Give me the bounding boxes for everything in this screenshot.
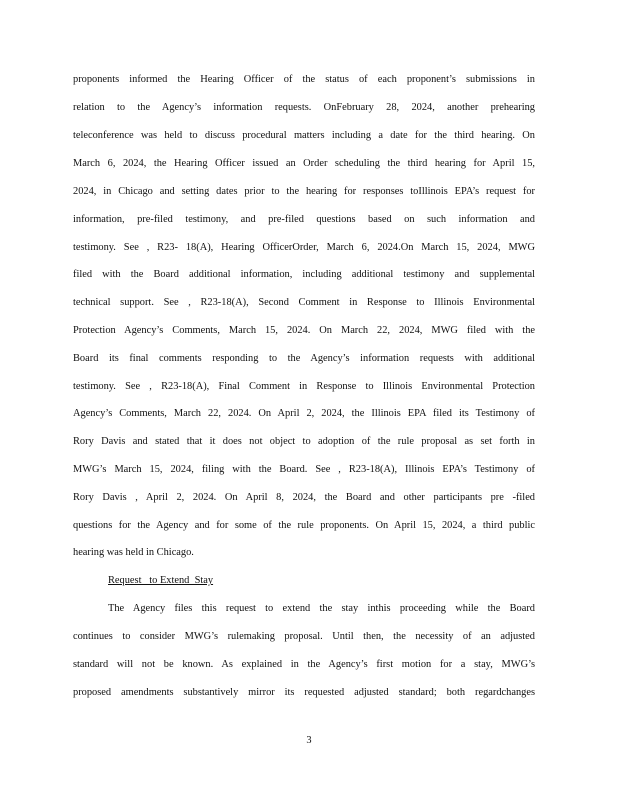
body-line: testimony. See , R23-18(A), Final Comment in Response to Illinois Environmental Protection [73,381,535,392]
body-line: relation to the Agency’s information requests. OnFebruary 28, 2024, another prehearing [73,102,535,113]
body-line: The Agency files this request to extend the stay inthis proceeding while the Board [108,603,535,614]
body-line: standard will not be known. As explained in the Agency’s first motion for a stay, MWG’s [73,659,535,670]
body-line: hearing was held in Chicago. [73,547,194,558]
body-line: Rory Davis , April 2, 2024. On April 8, 2024, the Board and other participants pre -filed [73,492,535,503]
body-line: questions for the Agency and for some of the rule proponents. On April 15, 2024, a third public [73,520,535,531]
body-line: 2024, in Chicago and setting dates prior to the hearing for responses toIllinois EPA’s request for [73,186,535,197]
body-line: proposed amendments substantively mirror its requested adjusted standard; both regardchanges [73,687,535,698]
body-line: Board its final comments responding to the Agency’s information requests with additional [73,353,535,364]
body-line: Agency’s Comments, March 22, 2024. On April 2, 2024, the Illinois EPA filed its Testimony of [73,408,535,419]
body-line: MWG’s March 15, 2024, filing with the Board. See , R23-18(A), Illinois EPA’s Testimony of [73,464,535,475]
body-line: filed with the Board additional information, including additional testimony and supplemental [73,269,535,280]
body-line: information, pre-filed testimony, and pre-filed questions based on such information and [73,214,535,225]
body-line: technical support. See , R23-18(A), Second Comment in Response to Illinois Environmental [73,297,535,308]
body-line: Rory Davis and stated that it does not object to adoption of the rule proposal as set forth in [73,436,535,447]
body-line: teleconference was held to discuss procedural matters including a date for the third hearing. On [73,130,535,141]
page-number: 3 [306,735,312,746]
body-line: continues to consider MWG’s rulemaking proposal. Until then, the necessity of an adjusted [73,631,535,642]
body-line: March 6, 2024, the Hearing Officer issued an Order scheduling the third hearing for April 15, [73,158,535,169]
body-line: proponents informed the Hearing Officer of the status of each proponent’s submissions in [73,74,535,85]
section-heading: Request to Extend Stay [108,575,214,586]
body-line: Protection Agency’s Comments, March 15, 2024. On March 22, 2024, MWG filed with the [73,325,535,336]
body-line: testimony. See , R23- 18(A), Hearing OfficerOrder, March 6, 2024.On March 15, 2024, MWG [73,242,535,253]
